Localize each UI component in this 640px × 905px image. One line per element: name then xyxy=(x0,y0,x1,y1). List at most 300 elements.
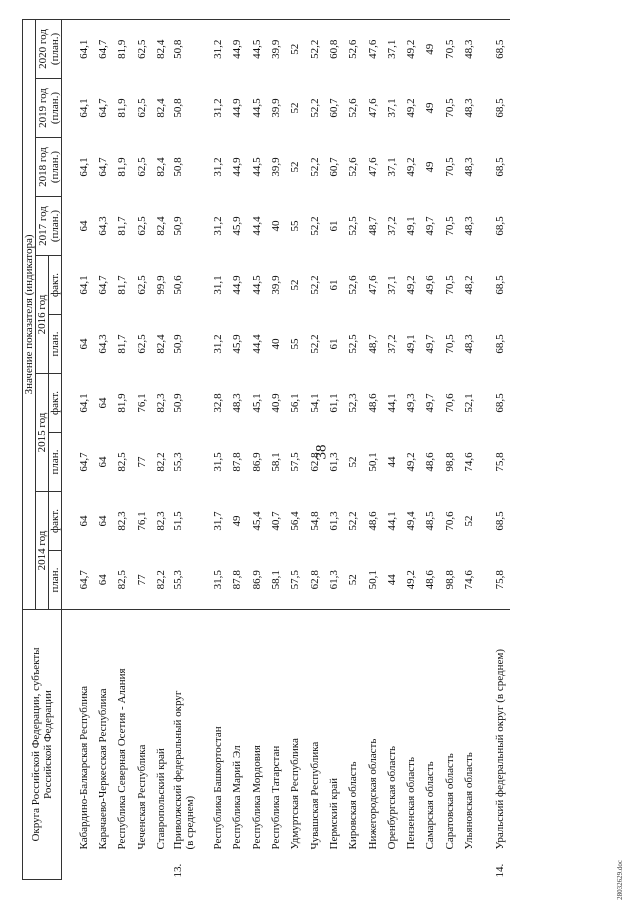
value-cell: 49,2 xyxy=(405,452,418,472)
value-cell: 48,3 xyxy=(462,216,475,236)
value-cell: 49,2 xyxy=(405,157,418,177)
value-cell: 44,5 xyxy=(250,157,263,177)
value-cell: 98,8 xyxy=(443,452,456,472)
table-row xyxy=(151,19,170,879)
value-cell: 68,5 xyxy=(494,511,507,531)
value-cell: 62,5 xyxy=(135,157,148,177)
value-cell: 86,9 xyxy=(250,570,263,590)
value-cell: 58,1 xyxy=(270,570,283,590)
value-cell: 56,1 xyxy=(289,393,302,413)
value-cell: 68,5 xyxy=(494,216,507,236)
value-cell: 75,8 xyxy=(494,452,507,472)
subject-name: Пермский край xyxy=(327,778,340,850)
spacer-row xyxy=(196,19,208,879)
table-row xyxy=(401,19,420,879)
value-cell: 76,1 xyxy=(135,393,148,413)
value-cell: 44,9 xyxy=(231,275,244,295)
value-cell: 31,2 xyxy=(212,98,225,118)
subject-name: Республика Татарстан xyxy=(270,745,283,850)
value-cell: 44,9 xyxy=(231,98,244,118)
value-cell: 64,1 xyxy=(77,98,90,118)
subject-name-cell xyxy=(93,610,112,852)
value-cell: 64,1 xyxy=(77,393,90,413)
value-cell: 49,2 xyxy=(405,98,418,118)
year-2018-header: 2018 год (план.) xyxy=(36,138,62,197)
subject-name-continued: (в среднем) xyxy=(184,795,197,850)
value-cell: 81,7 xyxy=(116,216,129,236)
row-number xyxy=(440,852,459,880)
value-cell: 82,4 xyxy=(154,216,167,236)
value-cell: 49,1 xyxy=(405,334,418,354)
value-cell: 52,6 xyxy=(344,19,363,78)
spacer-row xyxy=(479,19,491,879)
value-cell: 48,7 xyxy=(366,216,379,236)
subject-name: Чувашская Республика xyxy=(308,741,321,850)
value-cell: 82,4 xyxy=(154,157,167,177)
value-cell: 64 xyxy=(96,515,109,527)
value-cell: 58,1 xyxy=(270,452,283,472)
table-row xyxy=(324,19,343,879)
rotated-table-container xyxy=(22,20,602,880)
value-cell: 37,1 xyxy=(385,275,398,295)
value-cell: 40 xyxy=(270,220,283,232)
value-cell: 39,9 xyxy=(270,98,283,118)
subject-name: Саратовская область xyxy=(443,753,456,850)
value-cell: 61,3 xyxy=(327,511,340,531)
fact-subheader: факт. xyxy=(49,256,62,315)
subject-name: Самарская область xyxy=(424,761,437,850)
value-cell: 86,9 xyxy=(250,452,263,472)
value-cell: 47,6 xyxy=(366,98,379,118)
value-cell: 82,4 xyxy=(151,19,170,78)
value-cell: 52,2 xyxy=(305,19,324,78)
value-cell: 50,9 xyxy=(172,393,185,413)
year-2015-header: 2015 год xyxy=(36,374,49,492)
value-cell: 62,5 xyxy=(135,216,148,236)
value-cell: 31,7 xyxy=(212,511,225,531)
value-cell: 44,5 xyxy=(250,98,263,118)
value-cell: 52,3 xyxy=(347,393,360,413)
value-cell: 54,8 xyxy=(308,511,321,531)
value-cell: 64,7 xyxy=(77,570,90,590)
row-number xyxy=(132,852,151,880)
value-cell: 81,9 xyxy=(113,19,132,78)
value-cell: 61 xyxy=(327,220,340,232)
value-cell: 49 xyxy=(421,19,440,78)
value-cell: 70,6 xyxy=(443,511,456,531)
value-cell: 62,5 xyxy=(135,98,148,118)
table-row xyxy=(74,19,93,879)
value-cell: 48,6 xyxy=(424,452,437,472)
table-row xyxy=(344,19,363,879)
year-2019-header: 2019 год (план.) xyxy=(36,79,62,138)
value-cell: 39,9 xyxy=(270,275,283,295)
table-row xyxy=(382,19,401,879)
value-cell: 39,9 xyxy=(266,19,285,78)
value-cell: 68,5 xyxy=(494,334,507,354)
value-cell: 70,5 xyxy=(440,19,459,78)
value-cell: 81,9 xyxy=(116,393,129,413)
table-row xyxy=(208,19,227,879)
table-row xyxy=(305,19,324,879)
value-cell: 48,2 xyxy=(462,275,475,295)
subject-name: Республика Башкортостан xyxy=(212,726,225,850)
subject-name-cell xyxy=(113,610,132,852)
value-cell: 82,3 xyxy=(154,511,167,531)
value-cell: 49 xyxy=(231,515,244,527)
fact-subheader: факт. xyxy=(49,492,62,551)
year-2017-header: 2017 год (план.) xyxy=(36,197,62,256)
value-cell: 50,9 xyxy=(172,216,185,236)
indicator-group-header: Значение показателя (индикатора) xyxy=(23,19,36,609)
value-cell: 64,7 xyxy=(93,19,112,78)
row-number xyxy=(421,852,440,880)
value-cell: 76,1 xyxy=(135,511,148,531)
value-cell: 39,9 xyxy=(270,157,283,177)
value-cell: 70,5 xyxy=(443,275,456,295)
value-cell: 64 xyxy=(77,515,90,527)
value-cell: 50,1 xyxy=(366,452,379,472)
value-cell: 52,6 xyxy=(347,157,360,177)
value-cell: 82,5 xyxy=(116,452,129,472)
value-cell: 31,2 xyxy=(208,19,227,78)
subject-name-cell xyxy=(228,610,247,852)
subject-name-cell xyxy=(247,610,266,852)
value-cell: 81,9 xyxy=(116,98,129,118)
table-row xyxy=(93,19,112,879)
subject-name-cell xyxy=(401,610,420,852)
value-cell: 44 xyxy=(385,574,398,586)
value-cell: 48,3 xyxy=(462,98,475,118)
value-cell: 31,2 xyxy=(212,216,225,236)
value-cell: 64,7 xyxy=(77,452,90,472)
value-cell: 49 xyxy=(424,161,437,173)
value-cell: 82,4 xyxy=(154,334,167,354)
value-cell: 64,1 xyxy=(77,157,90,177)
value-cell: 64 xyxy=(96,397,109,409)
subject-name-cell xyxy=(363,610,382,852)
value-cell: 49,7 xyxy=(424,393,437,413)
row-number xyxy=(401,852,420,880)
value-cell: 55,3 xyxy=(172,570,185,590)
row-number: 13. xyxy=(172,863,185,878)
value-cell: 98,8 xyxy=(443,570,456,590)
year-2020-header: 2020 год (план.) xyxy=(36,19,62,78)
row-number xyxy=(324,852,343,880)
value-cell: 31,2 xyxy=(212,157,225,177)
table-row xyxy=(247,19,266,879)
value-cell: 81,7 xyxy=(116,275,129,295)
value-cell: 54,1 xyxy=(308,393,321,413)
value-cell: 31,5 xyxy=(212,452,225,472)
value-cell: 49 xyxy=(424,102,437,114)
table-body xyxy=(62,19,510,879)
value-cell: 44,9 xyxy=(231,157,244,177)
value-cell: 50,8 xyxy=(170,19,196,78)
table-row xyxy=(266,19,285,879)
value-cell: 82,2 xyxy=(154,570,167,590)
value-cell: 77 xyxy=(135,456,148,468)
value-cell: 68,5 xyxy=(494,275,507,295)
value-cell: 57,5 xyxy=(289,570,302,590)
row-number xyxy=(247,852,266,880)
subject-name-cell xyxy=(286,610,305,852)
subject-name: Уральский федеральный округ (в среднем) xyxy=(494,649,507,850)
value-cell: 48,6 xyxy=(366,393,379,413)
value-cell: 70,6 xyxy=(443,393,456,413)
value-cell: 52,2 xyxy=(347,511,360,531)
value-cell: 62,5 xyxy=(132,19,151,78)
value-cell: 49,2 xyxy=(405,275,418,295)
value-cell: 64,7 xyxy=(96,275,109,295)
subject-column-header: Округа Российской Федерации, субъекты Российской Федерации xyxy=(23,610,62,880)
row-number xyxy=(151,852,170,880)
table-row xyxy=(286,19,305,879)
spacer-row xyxy=(62,19,75,879)
value-cell: 48,5 xyxy=(424,511,437,531)
value-cell: 82,4 xyxy=(154,98,167,118)
plan-subheader: план. xyxy=(49,315,62,374)
value-cell: 60,8 xyxy=(324,19,343,78)
value-cell: 64,7 xyxy=(96,98,109,118)
table-row xyxy=(421,19,440,879)
row-number xyxy=(228,852,247,880)
subject-name-cell xyxy=(421,610,440,852)
value-cell: 45,1 xyxy=(250,393,263,413)
value-cell: 37,1 xyxy=(385,98,398,118)
document-id: 28032629.doc xyxy=(616,860,624,900)
value-cell: 77 xyxy=(135,574,148,586)
subject-name-cell xyxy=(440,610,459,852)
value-cell: 64 xyxy=(96,456,109,468)
value-cell: 75,8 xyxy=(494,570,507,590)
table-row xyxy=(491,19,510,879)
value-cell: 64,1 xyxy=(74,19,93,78)
value-cell: 70,5 xyxy=(443,334,456,354)
subject-name: Кировская область xyxy=(347,761,360,850)
value-cell: 49,6 xyxy=(424,275,437,295)
value-cell: 52,6 xyxy=(347,98,360,118)
value-cell: 82,2 xyxy=(154,452,167,472)
value-cell: 52,5 xyxy=(347,216,360,236)
value-cell: 74,6 xyxy=(462,452,475,472)
value-cell: 31,2 xyxy=(212,334,225,354)
value-cell: 82,3 xyxy=(154,393,167,413)
value-cell: 64 xyxy=(96,574,109,586)
value-cell: 40,7 xyxy=(270,511,283,531)
value-cell: 48,7 xyxy=(366,334,379,354)
table-row xyxy=(459,19,478,879)
value-cell: 50,1 xyxy=(366,570,379,590)
subject-name: Приволжский федеральный округ xyxy=(172,690,185,850)
value-cell: 87,8 xyxy=(231,452,244,472)
value-cell: 37,1 xyxy=(382,19,401,78)
plan-subheader: план. xyxy=(49,551,62,610)
value-cell: 49,7 xyxy=(424,334,437,354)
value-cell: 44,1 xyxy=(385,393,398,413)
value-cell: 51,5 xyxy=(172,511,185,531)
value-cell: 52,2 xyxy=(308,157,321,177)
value-cell: 52,2 xyxy=(308,275,321,295)
value-cell: 56,4 xyxy=(289,511,302,531)
value-cell: 44,1 xyxy=(385,511,398,531)
subject-name: Республика Мордовия xyxy=(250,745,263,850)
value-cell: 32,8 xyxy=(212,393,225,413)
row-number xyxy=(286,852,305,880)
value-cell: 52,6 xyxy=(347,275,360,295)
subject-name: Оренбургская область xyxy=(385,745,398,850)
value-cell: 40,9 xyxy=(270,393,283,413)
subject-name: Ульяновская область xyxy=(462,752,475,850)
subject-name: Кабардино-Балкарская Республика xyxy=(77,685,90,850)
year-2014-header: 2014 год xyxy=(36,492,49,610)
value-cell: 37,2 xyxy=(385,334,398,354)
value-cell: 48,3 xyxy=(231,393,244,413)
subject-name-cell xyxy=(132,610,151,852)
value-cell: 44,4 xyxy=(250,334,263,354)
value-cell: 74,6 xyxy=(462,570,475,590)
row-number xyxy=(382,852,401,880)
value-cell: 44,5 xyxy=(247,19,266,78)
subject-name-cell xyxy=(382,610,401,852)
value-cell: 48,6 xyxy=(424,570,437,590)
value-cell: 64,3 xyxy=(96,216,109,236)
value-cell: 49,2 xyxy=(401,19,420,78)
value-cell: 60,7 xyxy=(327,157,340,177)
table-row xyxy=(440,19,459,879)
subject-name-cell xyxy=(305,610,324,852)
value-cell: 52 xyxy=(347,456,360,468)
row-number xyxy=(344,852,363,880)
value-cell: 70,5 xyxy=(443,216,456,236)
row-number xyxy=(93,852,112,880)
value-cell: 82,5 xyxy=(116,570,129,590)
value-cell: 57,5 xyxy=(289,452,302,472)
subject-name: Карачаево-Черкесская Республика xyxy=(96,688,109,850)
value-cell: 50,8 xyxy=(172,157,185,177)
table-row xyxy=(363,19,382,879)
value-cell: 52 xyxy=(462,515,475,527)
subject-name-cell xyxy=(151,610,170,852)
value-cell: 45,9 xyxy=(231,216,244,236)
value-cell: 48,3 xyxy=(459,19,478,78)
value-cell: 52,1 xyxy=(462,393,475,413)
subject-name: Удмуртская Республика xyxy=(289,738,302,850)
value-cell: 70,5 xyxy=(443,157,456,177)
subject-name: Чеченская Республика xyxy=(135,744,148,850)
value-cell: 61,3 xyxy=(327,570,340,590)
plan-subheader: план. xyxy=(49,433,62,492)
value-cell: 68,5 xyxy=(494,393,507,413)
value-cell: 40 xyxy=(270,338,283,350)
value-cell: 37,1 xyxy=(385,157,398,177)
value-cell: 49,7 xyxy=(424,216,437,236)
value-cell: 45,4 xyxy=(250,511,263,531)
value-cell: 47,6 xyxy=(363,19,382,78)
indicator-table xyxy=(22,19,510,880)
value-cell: 55 xyxy=(289,338,302,350)
year-2016-header: 2016 год xyxy=(36,256,49,374)
value-cell: 55 xyxy=(289,220,302,232)
value-cell: 62,5 xyxy=(135,334,148,354)
value-cell: 52 xyxy=(347,574,360,586)
row-number xyxy=(459,852,478,880)
value-cell: 55,3 xyxy=(172,452,185,472)
value-cell: 48,3 xyxy=(462,157,475,177)
table-header xyxy=(23,19,62,879)
value-cell: 44,4 xyxy=(250,216,263,236)
row-number: 14. xyxy=(494,863,507,878)
subject-name: Ставропольский край xyxy=(154,748,167,850)
value-cell: 52 xyxy=(289,161,302,173)
subject-name: Нижегородская область xyxy=(366,738,379,850)
value-cell: 44,5 xyxy=(250,275,263,295)
value-cell: 70,5 xyxy=(443,98,456,118)
row-number xyxy=(305,852,324,880)
row-number xyxy=(113,852,132,880)
value-cell: 31,5 xyxy=(212,570,225,590)
subject-name-cell xyxy=(459,610,478,852)
value-cell: 64 xyxy=(77,220,90,232)
value-cell: 49,1 xyxy=(405,216,418,236)
table-row xyxy=(228,19,247,879)
value-cell: 52 xyxy=(286,19,305,78)
table-row xyxy=(132,19,151,879)
value-cell: 47,6 xyxy=(366,275,379,295)
value-cell: 44,9 xyxy=(228,19,247,78)
value-cell: 64,1 xyxy=(77,275,90,295)
value-cell: 52 xyxy=(289,279,302,291)
row-number xyxy=(363,852,382,880)
value-cell: 61,1 xyxy=(327,393,340,413)
value-cell: 52,2 xyxy=(308,98,321,118)
value-cell: 47,6 xyxy=(366,157,379,177)
subject-name-cell xyxy=(344,610,363,852)
value-cell: 50,8 xyxy=(172,98,185,118)
value-cell: 62,8 xyxy=(308,570,321,590)
subject-name-cell xyxy=(208,610,227,852)
value-cell: 82,3 xyxy=(116,511,129,531)
value-cell: 60,7 xyxy=(327,98,340,118)
value-cell: 87,8 xyxy=(231,570,244,590)
page-number: 38 xyxy=(313,444,330,460)
value-cell: 52,5 xyxy=(347,334,360,354)
value-cell: 64,7 xyxy=(96,157,109,177)
value-cell: 52 xyxy=(289,102,302,114)
value-cell: 68,5 xyxy=(491,19,510,78)
row-number xyxy=(208,852,227,880)
value-cell: 68,5 xyxy=(494,157,507,177)
value-cell: 48,3 xyxy=(462,334,475,354)
value-cell: 50,9 xyxy=(172,334,185,354)
value-cell: 62,5 xyxy=(135,275,148,295)
value-cell: 81,9 xyxy=(116,157,129,177)
value-cell: 81,7 xyxy=(116,334,129,354)
fact-subheader: факт. xyxy=(49,374,62,433)
value-cell: 52,2 xyxy=(308,334,321,354)
subject-name: Республика Марий Эл xyxy=(231,745,244,850)
subject-name: Пензенская область xyxy=(405,757,418,850)
subject-name-cell xyxy=(491,610,510,852)
value-cell: 49,3 xyxy=(405,393,418,413)
value-cell: 52,2 xyxy=(308,216,321,236)
value-cell: 37,2 xyxy=(385,216,398,236)
value-cell: 61 xyxy=(327,279,340,291)
value-cell: 49,2 xyxy=(405,570,418,590)
value-cell: 99,9 xyxy=(154,275,167,295)
value-cell: 49,4 xyxy=(405,511,418,531)
table-row xyxy=(170,19,196,879)
